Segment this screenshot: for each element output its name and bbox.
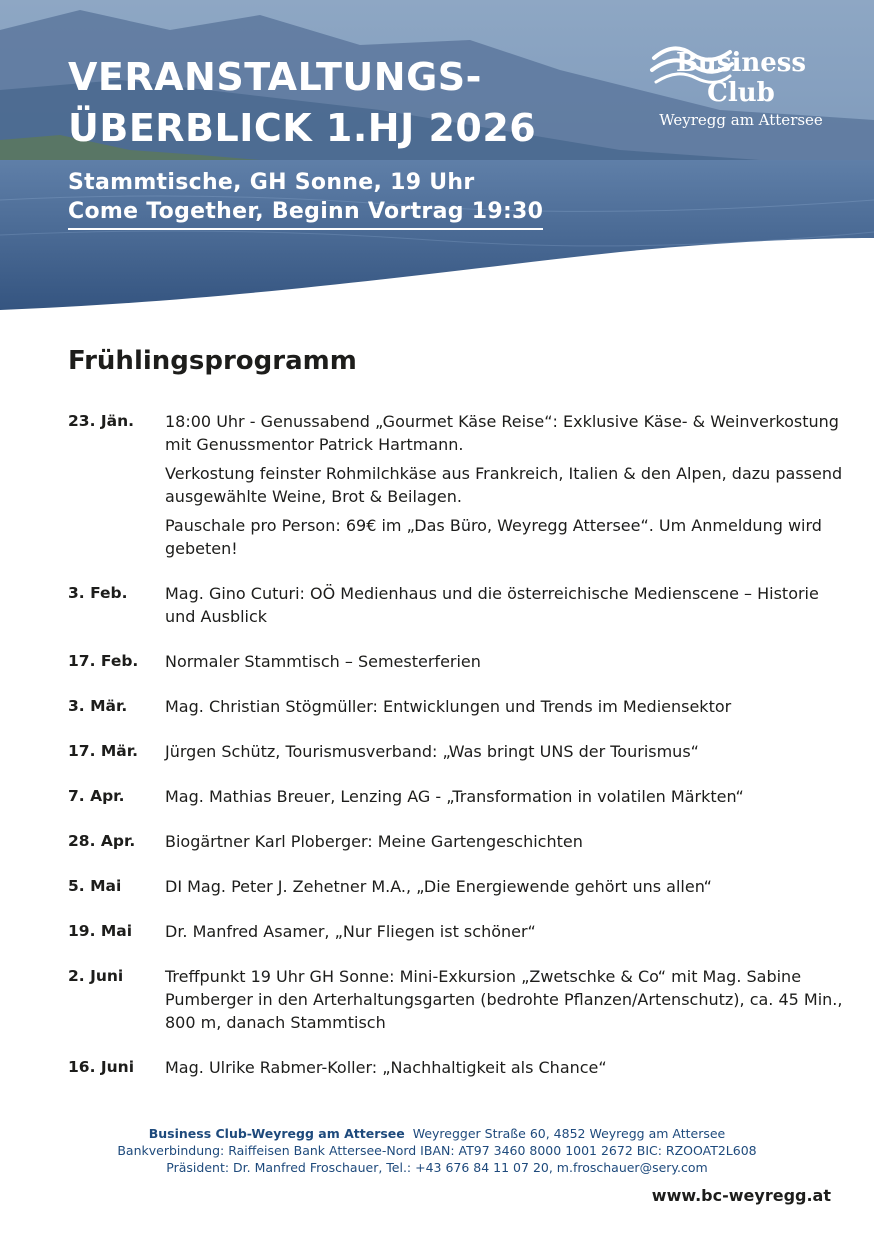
event-date: 19. Mai <box>68 922 133 940</box>
event-description <box>165 965 848 1034</box>
event-description <box>165 740 848 763</box>
event-date: 17. Feb. <box>68 652 139 670</box>
event-description <box>165 830 848 853</box>
logo-name: Business Club <box>675 48 807 108</box>
event-date: 7. Apr. <box>68 787 125 805</box>
event-row <box>68 582 848 628</box>
event-date: 3. Feb. <box>68 584 128 602</box>
title-line-1: VERANSTALTUNGS- <box>68 55 482 99</box>
subtitle-line-2: Come Together, Beginn Vortrag 19:30 <box>68 197 543 230</box>
event-date: 28. Apr. <box>68 832 136 850</box>
event-paragraph: Verkostung feinster Rohmilchkäse aus Frankreich, Italien & den Alpen, dazu passend ausgewählte Weine, Brot & Beilagen. <box>165 464 843 506</box>
club-logo <box>646 44 836 130</box>
event-description <box>165 582 848 628</box>
event-row <box>68 965 848 1034</box>
event-paragraph: Jürgen Schütz, Tourismusverband: „Was bringt UNS der Tourismus“ <box>165 742 699 761</box>
hero-banner <box>0 0 874 330</box>
subtitle <box>68 168 543 230</box>
footer-address: Weyregger Straße 60, 4852 Weyregg am Attersee <box>412 1126 726 1141</box>
event-row <box>68 875 848 898</box>
event-description <box>165 695 848 718</box>
website-link[interactable]: www.bc-weyregg.at <box>651 1186 831 1205</box>
footer-line-1 <box>0 1125 874 1142</box>
event-date: 5. Mai <box>68 877 122 895</box>
waves-icon <box>646 44 736 88</box>
event-paragraph: Normaler Stammtisch – Semesterferien <box>165 652 481 671</box>
event-row <box>68 830 848 853</box>
event-row <box>68 410 848 560</box>
event-paragraph: Treffpunkt 19 Uhr GH Sonne: Mini-Exkursion „Zwetschke & Co“ mit Mag. Sabine Pumberger in den Arterhaltungsgarten (bedrohte Pflanzen/Artenschutz), ca. 45 Min., 800 m, danach Stammtisch <box>165 967 843 1032</box>
event-row <box>68 650 848 673</box>
event-description <box>165 785 848 808</box>
event-paragraph: Mag. Mathias Breuer, Lenzing AG - „Transformation in volatilen Märkten“ <box>165 787 744 806</box>
event-paragraph: Mag. Ulrike Rabmer-Koller: „Nachhaltigkeit als Chance“ <box>165 1058 607 1077</box>
event-paragraph: 18:00 Uhr - Genussabend „Gourmet Käse Reise“: Exklusive Käse- & Weinverkostung mit Genussmentor Patrick Hartmann. <box>165 412 839 454</box>
event-row <box>68 785 848 808</box>
event-paragraph: DI Mag. Peter J. Zehetner M.A., „Die Energiewende gehört uns allen“ <box>165 877 712 896</box>
event-description <box>165 410 848 560</box>
event-date: 23. Jän. <box>68 412 135 430</box>
subtitle-line-1: Stammtische, GH Sonne, 19 Uhr <box>68 170 475 195</box>
footer-club-name: Business Club-Weyregg am Attersee <box>148 1126 405 1141</box>
event-date: 17. Mär. <box>68 742 139 760</box>
event-description <box>165 875 848 898</box>
event-date: 3. Mär. <box>68 697 128 715</box>
footer <box>0 1125 874 1176</box>
event-row <box>68 1056 848 1079</box>
event-paragraph: Mag. Gino Cuturi: OÖ Medienhaus und die österreichische Medienscene – Historie und Ausblick <box>165 584 819 626</box>
footer-bank: Bankverbindung: Raiffeisen Bank Attersee-Nord IBAN: AT97 3460 8000 1001 2672 BIC: RZOOAT2L608 <box>117 1143 757 1158</box>
event-paragraph: Mag. Christian Stögmüller: Entwicklungen und Trends im Mediensektor <box>165 697 732 716</box>
event-paragraph: Dr. Manfred Asamer, „Nur Fliegen ist schöner“ <box>165 922 536 941</box>
event-description <box>165 650 848 673</box>
event-row <box>68 695 848 718</box>
footer-president: Präsident: Dr. Manfred Froschauer, Tel.: +43 676 84 11 07 20, m.froschauer@sery.com <box>166 1160 708 1175</box>
event-list <box>68 410 848 1079</box>
event-row <box>68 920 848 943</box>
event-description <box>165 1056 848 1079</box>
page-title <box>68 52 536 154</box>
event-date: 2. Juni <box>68 967 124 985</box>
event-row <box>68 740 848 763</box>
event-paragraph: Biogärtner Karl Ploberger: Meine Gartengeschichten <box>165 832 583 851</box>
section-title: Frühlingsprogramm <box>68 346 357 376</box>
title-line-2: ÜBERBLICK 1.HJ 2026 <box>68 106 537 150</box>
event-date: 16. Juni <box>68 1058 135 1076</box>
event-description <box>165 920 848 943</box>
event-paragraph: Pauschale pro Person: 69€ im „Das Büro, Weyregg Attersee“. Um Anmeldung wird gebeten! <box>165 516 822 558</box>
logo-place: Weyregg am Attersee <box>659 111 823 129</box>
